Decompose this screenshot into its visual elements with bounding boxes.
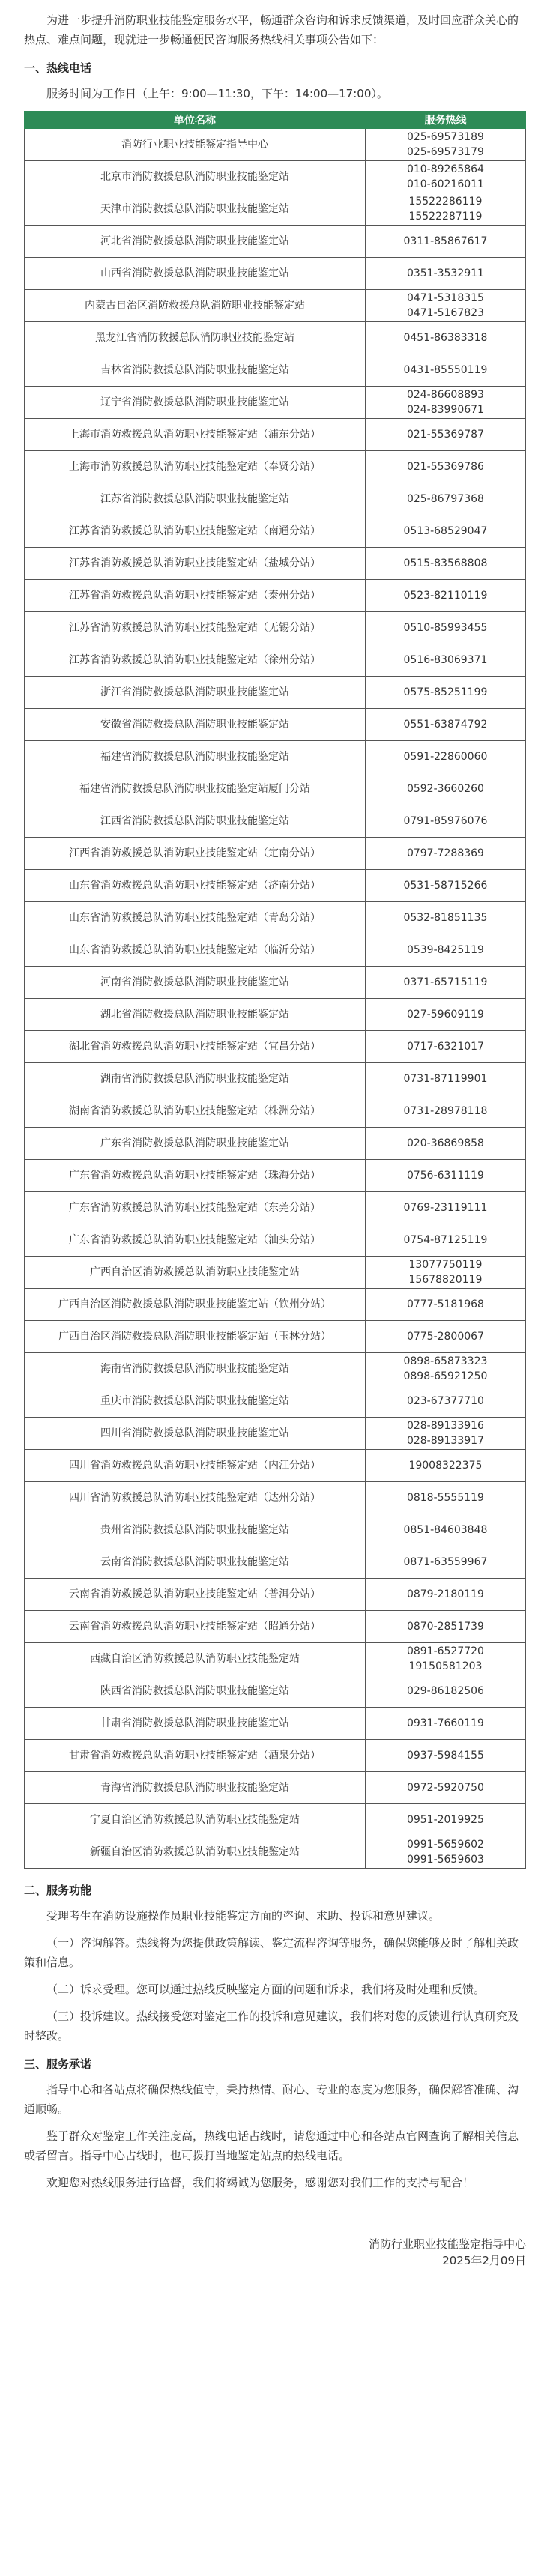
phone-number[interactable]: 0513-68529047: [403, 525, 488, 537]
table-row: [25, 1740, 526, 1772]
phone-number[interactable]: 0731-87119901: [403, 1073, 488, 1085]
hotline-cell: [365, 1063, 525, 1095]
hotline-cell: [365, 870, 525, 902]
table-row: [25, 354, 526, 387]
phone-number[interactable]: 15522286119: [408, 196, 483, 208]
table-row: [25, 1611, 526, 1643]
unit-name-cell: 上海市消防救援总队消防职业技能鉴定站（奉贤分站）: [25, 451, 366, 483]
table-row: [25, 1514, 526, 1546]
phone-number[interactable]: 0879-2180119: [406, 1588, 484, 1600]
hotline-cell: [365, 1321, 525, 1353]
table-row: [25, 1224, 526, 1257]
hotline-cell: [365, 1031, 525, 1063]
phone-number[interactable]: 0451-86383318: [403, 332, 488, 344]
phone-number[interactable]: 0797-7288369: [406, 847, 484, 859]
unit-name-cell: 甘肃省消防救援总队消防职业技能鉴定站（酒泉分站）: [25, 1740, 366, 1772]
phone-number[interactable]: 0937-5984155: [406, 1750, 484, 1762]
unit-name-cell: 江苏省消防救援总队消防职业技能鉴定站: [25, 483, 366, 515]
phone-number[interactable]: 027-59609119: [406, 1009, 484, 1021]
hotline-cell: [365, 1740, 525, 1772]
table-row: [25, 515, 526, 548]
table-header-row: [25, 112, 526, 129]
hotline-cell: [365, 548, 525, 580]
unit-name-cell: 湖南省消防救援总队消防职业技能鉴定站（株洲分站）: [25, 1095, 366, 1128]
table-row: [25, 612, 526, 644]
unit-name-cell: 天津市消防救援总队消防职业技能鉴定站: [25, 193, 366, 226]
phone-number[interactable]: 0818-5555119: [406, 1492, 484, 1504]
unit-name-cell: 消防行业职业技能鉴定指导中心: [25, 129, 366, 161]
unit-name-cell: 江西省消防救援总队消防职业技能鉴定站（定南分站）: [25, 838, 366, 870]
header-unit-name: 单位名称: [25, 112, 366, 129]
unit-name-cell: 吉林省消防救援总队消防职业技能鉴定站: [25, 354, 366, 387]
unit-name-cell: 湖南省消防救援总队消防职业技能鉴定站: [25, 1063, 366, 1095]
hotline-cell: [365, 1353, 525, 1385]
hotline-cell: [365, 1804, 525, 1836]
unit-name-cell: 福建省消防救援总队消防职业技能鉴定站厦门分站: [25, 773, 366, 805]
hotline-cell: [365, 1385, 525, 1418]
phone-number[interactable]: 021-55369786: [406, 461, 484, 473]
unit-name-cell: 山东省消防救援总队消防职业技能鉴定站（临沂分站）: [25, 934, 366, 967]
hotline-table-body: [25, 129, 526, 1869]
hotline-cell: [365, 419, 525, 451]
signature-org: 消防行业职业技能鉴定指导中心: [368, 2237, 526, 2251]
unit-name-cell: 湖北省消防救援总队消防职业技能鉴定站（宜昌分站）: [25, 1031, 366, 1063]
phone-number[interactable]: 029-86182506: [406, 1685, 484, 1697]
signature-block: [24, 2236, 526, 2269]
phone-number[interactable]: 0532-81851135: [403, 912, 488, 924]
unit-name-cell: 四川省消防救援总队消防职业技能鉴定站（内江分站）: [25, 1450, 366, 1482]
hotline-cell: [365, 677, 525, 709]
section-hotline-heading: 一、热线电话: [24, 61, 92, 75]
hotline-cell: [365, 387, 525, 419]
unit-name-cell: 陕西省消防救援总队消防职业技能鉴定站: [25, 1675, 366, 1708]
unit-name-cell: 海南省消防救援总队消防职业技能鉴定站: [25, 1353, 366, 1385]
table-row: [25, 902, 526, 934]
table-row: [25, 161, 526, 193]
table-row: [25, 451, 526, 483]
signature-date: 2025年2月09日: [442, 2254, 526, 2267]
table-row: [25, 870, 526, 902]
table-row: [25, 129, 526, 161]
phone-number[interactable]: 0775-2800067: [406, 1331, 484, 1343]
phone-number[interactable]: 19150581203: [408, 1660, 483, 1672]
unit-name-cell: 福建省消防救援总队消防职业技能鉴定站: [25, 741, 366, 773]
service-time: 服务时间为工作日（上午：9:00—11:30，下午：14:00—17:00）。: [46, 87, 388, 100]
hotline-cell: [365, 1611, 525, 1643]
table-row: [25, 1353, 526, 1385]
unit-name-cell: 江苏省消防救援总队消防职业技能鉴定站（徐州分站）: [25, 644, 366, 677]
hotline-cell: [365, 580, 525, 612]
unit-name-cell: 上海市消防救援总队消防职业技能鉴定站（浦东分站）: [25, 419, 366, 451]
unit-name-cell: 云南省消防救援总队消防职业技能鉴定站（普洱分站）: [25, 1579, 366, 1611]
hotline-cell: [365, 1160, 525, 1192]
unit-name-cell: 浙江省消防救援总队消防职业技能鉴定站: [25, 677, 366, 709]
unit-name-cell: 辽宁省消防救援总队消防职业技能鉴定站: [25, 387, 366, 419]
table-row: [25, 419, 526, 451]
hotline-cell: [365, 644, 525, 677]
hotline-cell: [365, 193, 525, 226]
table-row: [25, 1385, 526, 1418]
phone-number[interactable]: 025-69573179: [406, 146, 484, 158]
phone-number[interactable]: 19008322375: [408, 1460, 483, 1472]
unit-name-cell: 山东省消防救援总队消防职业技能鉴定站（济南分站）: [25, 870, 366, 902]
hotline-cell: [365, 902, 525, 934]
hotline-cell: [365, 1450, 525, 1482]
phone-number[interactable]: 0591-22860060: [403, 751, 488, 763]
unit-name-cell: 山西省消防救援总队消防职业技能鉴定站: [25, 258, 366, 290]
hotline-cell: [365, 354, 525, 387]
hotline-cell: [365, 1643, 525, 1675]
table-row: [25, 709, 526, 741]
unit-name-cell: 河北省消防救援总队消防职业技能鉴定站: [25, 226, 366, 258]
unit-name-cell: 江苏省消防救援总队消防职业技能鉴定站（泰州分站）: [25, 580, 366, 612]
hotline-cell: [365, 1192, 525, 1224]
functions-complaint: （三）投诉建议。热线接受您对鉴定工作的投诉和意见建议，我们将对您的反馈进行认真研究及时整改。: [24, 2010, 519, 2043]
unit-name-cell: 贵州省消防救援总队消防职业技能鉴定站: [25, 1514, 366, 1546]
hotline-cell: [365, 1772, 525, 1804]
table-row: [25, 580, 526, 612]
hotline-cell: [365, 161, 525, 193]
commitment-paragraph-2: 鉴于群众对鉴定工作关注度高，热线电话占线时，请您通过中心和各站点官网查询了解相关信息或者留言。指导中心占线时，也可拨打当地鉴定站点的热线电话。: [24, 2129, 519, 2162]
hotline-cell: [365, 1257, 525, 1289]
unit-name-cell: 江苏省消防救援总队消防职业技能鉴定站（南通分站）: [25, 515, 366, 548]
commitment-paragraph-1: 指导中心和各站点将确保热线值守，秉持热情、耐心、专业的态度为您服务，确保解答准确、沟通顺畅。: [24, 2083, 519, 2116]
phone-number[interactable]: 0471-5167823: [406, 307, 484, 319]
phone-number[interactable]: 0717-6321017: [406, 1041, 484, 1053]
phone-number[interactable]: 15678820119: [408, 1274, 483, 1286]
unit-name-cell: 新疆自治区消防救援总队消防职业技能鉴定站: [25, 1836, 366, 1869]
hotline-cell: [365, 709, 525, 741]
phone-number[interactable]: 0311-85867617: [403, 235, 488, 247]
hotline-cell: [365, 1836, 525, 1869]
hotline-cell: [365, 741, 525, 773]
table-row: [25, 1192, 526, 1224]
phone-number[interactable]: 024-83990671: [406, 404, 484, 416]
phone-number[interactable]: 0871-63559967: [403, 1556, 488, 1568]
phone-number[interactable]: 0891-6527720: [406, 1645, 484, 1657]
table-row: [25, 387, 526, 419]
unit-name-cell: 广西自治区消防救援总队消防职业技能鉴定站（钦州分站）: [25, 1289, 366, 1321]
section-commitment-heading: 三、服务承诺: [24, 2058, 92, 2071]
table-row: [25, 999, 526, 1031]
table-row: [25, 1418, 526, 1450]
phone-number[interactable]: 0791-85976076: [403, 815, 488, 827]
table-row: [25, 1482, 526, 1514]
table-row: [25, 805, 526, 838]
hotline-cell: [365, 838, 525, 870]
table-row: [25, 1675, 526, 1708]
table-row: [25, 322, 526, 354]
hotline-cell: [365, 805, 525, 838]
hotline-cell: [365, 322, 525, 354]
phone-number[interactable]: 0777-5181968: [406, 1298, 484, 1310]
phone-number[interactable]: 025-69573189: [406, 131, 484, 143]
table-row: [25, 1160, 526, 1192]
table-row: [25, 1708, 526, 1740]
table-row: [25, 1289, 526, 1321]
unit-name-cell: 广东省消防救援总队消防职业技能鉴定站（东莞分站）: [25, 1192, 366, 1224]
unit-name-cell: 云南省消防救援总队消防职业技能鉴定站: [25, 1546, 366, 1579]
section-functions-heading: 二、服务功能: [24, 1884, 92, 1897]
unit-name-cell: 云南省消防救援总队消防职业技能鉴定站（昭通分站）: [25, 1611, 366, 1643]
unit-name-cell: 河南省消防救援总队消防职业技能鉴定站: [25, 967, 366, 999]
unit-name-cell: 广东省消防救援总队消防职业技能鉴定站（珠海分站）: [25, 1160, 366, 1192]
unit-name-cell: 四川省消防救援总队消防职业技能鉴定站: [25, 1418, 366, 1450]
phone-number[interactable]: 0531-58715266: [403, 880, 488, 892]
table-row: [25, 1804, 526, 1836]
hotline-cell: [365, 515, 525, 548]
table-row: [25, 193, 526, 226]
phone-number[interactable]: 0510-85993455: [403, 622, 488, 634]
hotline-cell: [365, 1128, 525, 1160]
phone-number[interactable]: 0851-84603848: [403, 1524, 488, 1536]
unit-name-cell: 甘肃省消防救援总队消防职业技能鉴定站: [25, 1708, 366, 1740]
functions-consult: （一）咨询解答。热线将为您提供政策解读、鉴定流程咨询等服务，确保您能够及时了解相关政策和信息。: [24, 1936, 519, 1969]
hotline-cell: [365, 967, 525, 999]
phone-number[interactable]: 0539-8425119: [406, 944, 484, 956]
hotline-cell: [365, 612, 525, 644]
table-row: [25, 258, 526, 290]
phone-number[interactable]: 0551-63874792: [403, 719, 488, 731]
hotline-cell: [365, 1224, 525, 1257]
phone-number[interactable]: 0523-82110119: [403, 590, 488, 602]
table-row: [25, 677, 526, 709]
table-row: [25, 1095, 526, 1128]
hotline-cell: [365, 290, 525, 322]
phone-number[interactable]: 0870-2851739: [406, 1621, 484, 1633]
table-row: [25, 1063, 526, 1095]
table-row: [25, 483, 526, 515]
phone-number[interactable]: 15522287119: [408, 211, 483, 223]
phone-number[interactable]: 0991-5659603: [406, 1854, 484, 1866]
table-row: [25, 1836, 526, 1869]
phone-number[interactable]: 0731-28978118: [403, 1105, 488, 1117]
hotline-cell: [365, 1418, 525, 1450]
table-row: [25, 1579, 526, 1611]
hotline-cell: [365, 934, 525, 967]
table-row: [25, 226, 526, 258]
phone-number[interactable]: 0898-65921250: [403, 1370, 488, 1382]
hotline-cell: [365, 773, 525, 805]
unit-name-cell: 重庆市消防救援总队消防职业技能鉴定站: [25, 1385, 366, 1418]
table-row: [25, 773, 526, 805]
unit-name-cell: 广西自治区消防救援总队消防职业技能鉴定站（玉林分站）: [25, 1321, 366, 1353]
unit-name-cell: 宁夏自治区消防救援总队消防职业技能鉴定站: [25, 1804, 366, 1836]
table-row: [25, 290, 526, 322]
unit-name-cell: 内蒙古自治区消防救援总队消防职业技能鉴定站: [25, 290, 366, 322]
phone-number[interactable]: 0516-83069371: [403, 654, 488, 666]
header-hotline: 服务热线: [365, 112, 525, 129]
unit-name-cell: 北京市消防救援总队消防职业技能鉴定站: [25, 161, 366, 193]
unit-name-cell: 四川省消防救援总队消防职业技能鉴定站（达州分站）: [25, 1482, 366, 1514]
phone-number[interactable]: 13077750119: [408, 1259, 483, 1271]
hotline-cell: [365, 1514, 525, 1546]
unit-name-cell: 湖北省消防救援总队消防职业技能鉴定站: [25, 999, 366, 1031]
unit-name-cell: 江苏省消防救援总队消防职业技能鉴定站（盐城分站）: [25, 548, 366, 580]
hotline-cell: [365, 129, 525, 161]
phone-number[interactable]: 0972-5920750: [406, 1782, 484, 1794]
phone-number[interactable]: 028-89133916: [406, 1420, 484, 1432]
table-row: [25, 1031, 526, 1063]
unit-name-cell: 广东省消防救援总队消防职业技能鉴定站: [25, 1128, 366, 1160]
phone-number[interactable]: 0575-85251199: [403, 686, 488, 698]
phone-number[interactable]: 024-86608893: [406, 389, 484, 401]
hotline-cell: [365, 1708, 525, 1740]
phone-number[interactable]: 0898-65873323: [403, 1355, 488, 1367]
phone-number[interactable]: 025-86797368: [406, 493, 484, 505]
phone-number[interactable]: 0351-3532911: [406, 267, 484, 279]
table-row: [25, 1772, 526, 1804]
phone-number[interactable]: 0371-65715119: [403, 976, 488, 988]
functions-intro: 受理考生在消防设施操作员职业技能鉴定方面的咨询、求助、投诉和意见建议。: [46, 1909, 441, 1923]
phone-number[interactable]: 0931-7660119: [406, 1717, 484, 1729]
table-row: [25, 838, 526, 870]
table-row: [25, 1257, 526, 1289]
unit-name-cell: 江苏省消防救援总队消防职业技能鉴定站（无锡分站）: [25, 612, 366, 644]
hotline-cell: [365, 1289, 525, 1321]
hotline-cell: [365, 1675, 525, 1708]
unit-name-cell: 山东省消防救援总队消防职业技能鉴定站（青岛分站）: [25, 902, 366, 934]
unit-name-cell: 广东省消防救援总队消防职业技能鉴定站（汕头分站）: [25, 1224, 366, 1257]
unit-name-cell: 广西自治区消防救援总队消防职业技能鉴定站: [25, 1257, 366, 1289]
hotline-table: [24, 111, 526, 1869]
hotline-cell: [365, 451, 525, 483]
hotline-cell: [365, 1482, 525, 1514]
phone-number[interactable]: 0769-23119111: [403, 1202, 488, 1214]
hotline-cell: [365, 1095, 525, 1128]
intro-paragraph: 为进一步提升消防职业技能鉴定服务水平，畅通群众咨询和诉求反馈渠道，及时回应群众关心的热点、难点问题，现就进一步畅通便民咨询服务热线相关事项公告如下：: [24, 13, 519, 46]
unit-name-cell: 黑龙江省消防救援总队消防职业技能鉴定站: [25, 322, 366, 354]
phone-number[interactable]: 021-55369787: [406, 429, 484, 441]
hotline-cell: [365, 1579, 525, 1611]
table-row: [25, 741, 526, 773]
hotline-cell: [365, 1546, 525, 1579]
unit-name-cell: 西藏自治区消防救援总队消防职业技能鉴定站: [25, 1643, 366, 1675]
unit-name-cell: 安徽省消防救援总队消防职业技能鉴定站: [25, 709, 366, 741]
table-row: [25, 1546, 526, 1579]
phone-number[interactable]: 0515-83568808: [403, 557, 488, 569]
hotline-cell: [365, 999, 525, 1031]
phone-number[interactable]: 0431-85550119: [403, 364, 488, 376]
phone-number[interactable]: 0754-87125119: [403, 1234, 488, 1246]
phone-number[interactable]: 0951-2019925: [406, 1814, 484, 1826]
table-row: [25, 1450, 526, 1482]
table-row: [25, 967, 526, 999]
functions-request: （二）诉求受理。您可以通过热线反映鉴定方面的问题和诉求，我们将及时处理和反馈。: [46, 1983, 486, 1996]
table-row: [25, 548, 526, 580]
phone-number[interactable]: 023-67377710: [406, 1395, 484, 1407]
table-row: [25, 934, 526, 967]
hotline-cell: [365, 483, 525, 515]
hotline-cell: [365, 226, 525, 258]
unit-name-cell: 青海省消防救援总队消防职业技能鉴定站: [25, 1772, 366, 1804]
phone-number[interactable]: 0471-5318315: [406, 292, 484, 304]
table-row: [25, 1321, 526, 1353]
phone-number[interactable]: 0991-5659602: [406, 1839, 484, 1851]
phone-number[interactable]: 028-89133917: [406, 1435, 484, 1447]
phone-number[interactable]: 020-36869858: [406, 1137, 484, 1149]
phone-number[interactable]: 010-60216011: [406, 178, 484, 190]
commitment-paragraph-3: 欢迎您对热线服务进行监督，我们将竭诚为您服务，感谢您对我们工作的支持与配合！: [46, 2176, 474, 2189]
table-row: [25, 1128, 526, 1160]
unit-name-cell: 江西省消防救援总队消防职业技能鉴定站: [25, 805, 366, 838]
phone-number[interactable]: 010-89265864: [406, 163, 484, 175]
table-row: [25, 644, 526, 677]
hotline-cell: [365, 258, 525, 290]
table-row: [25, 1643, 526, 1675]
phone-number[interactable]: 0592-3660260: [406, 783, 484, 795]
phone-number[interactable]: 0756-6311119: [406, 1170, 484, 1182]
